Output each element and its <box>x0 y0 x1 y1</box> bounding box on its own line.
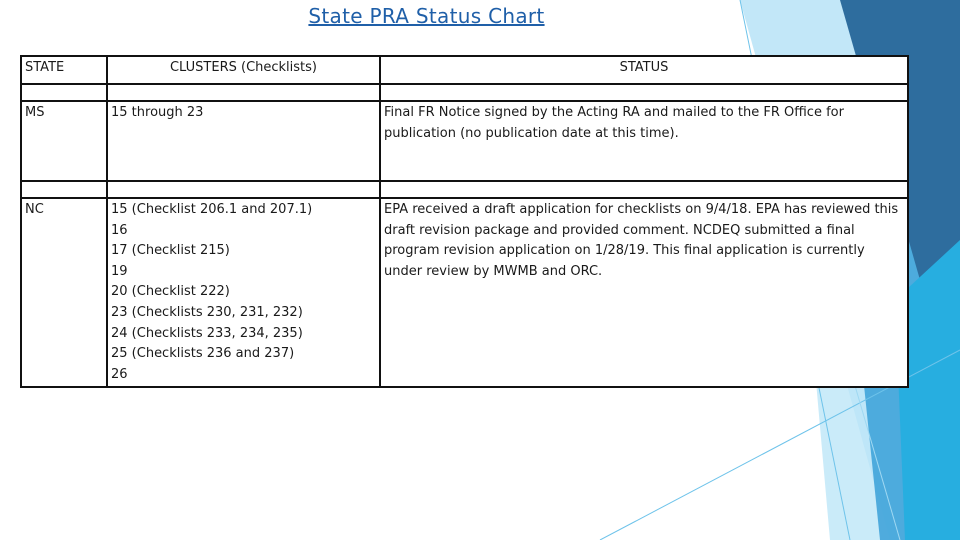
cluster-line: 17 (Checklist 215) <box>111 243 230 259</box>
table-header-row <box>21 56 908 84</box>
clusters-cell <box>107 101 380 181</box>
header-state: STATE <box>21 56 107 84</box>
cluster-line: 15 through 23 <box>111 105 204 120</box>
cluster-line: 20 (Checklist 222) <box>111 284 230 300</box>
page-title: State PRA Status Chart <box>308 4 545 28</box>
cluster-line: 15 (Checklist 206.1 and 207.1) <box>111 202 313 217</box>
clusters-cell <box>107 198 380 387</box>
cluster-line: 16 <box>111 222 128 238</box>
cluster-line: 24 (Checklists 233, 234, 235) <box>111 325 303 341</box>
cluster-line: 25 (Checklists 236 and 237) <box>111 346 295 362</box>
table-row <box>21 101 908 181</box>
header-status: STATUS <box>380 56 908 84</box>
status-table <box>20 55 909 388</box>
table-row <box>21 198 908 387</box>
cluster-line: 26 <box>111 366 128 382</box>
state-cell: NC <box>21 198 107 387</box>
table-spacer-row <box>21 181 908 198</box>
cluster-line: 19 <box>111 263 128 279</box>
status-cell: EPA received a draft application for checklists on 9/4/18. EPA has reviewed this draft revision package and provided comment. NCDEQ submitted a final program revision application on 1/28/19. This final application is currently under review by MWMB and ORC. <box>380 198 908 387</box>
cluster-line: 23 (Checklists 230, 231, 232) <box>111 304 303 320</box>
header-clusters: CLUSTERS (Checklists) <box>107 56 380 84</box>
table-spacer-row <box>21 84 908 101</box>
status-cell: Final FR Notice signed by the Acting RA and mailed to the FR Office for publication (no publication date at this time). <box>380 101 908 181</box>
state-cell: MS <box>21 101 107 181</box>
